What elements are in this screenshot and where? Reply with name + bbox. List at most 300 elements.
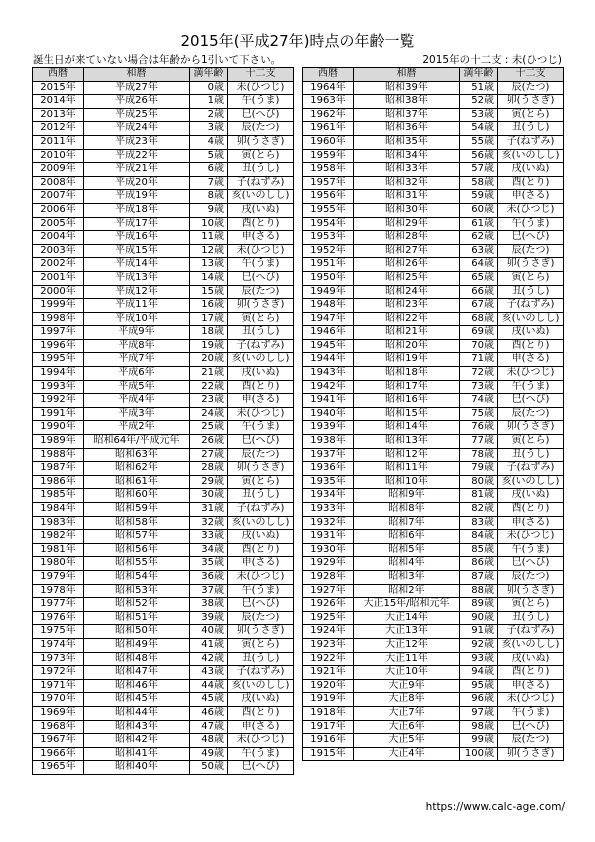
table-row — [303, 706, 564, 720]
japanese-era-cell: 昭和45年 — [84, 693, 190, 707]
japanese-era-cell: 昭和64年/平成元年 — [84, 435, 190, 449]
japanese-era-cell: 昭和25年 — [354, 271, 460, 285]
age-cell: 77歳 — [460, 435, 498, 449]
western-year-cell: 1976年 — [33, 611, 84, 625]
western-year-cell: 1984年 — [33, 503, 84, 517]
table-row — [303, 217, 564, 231]
table-row — [33, 652, 294, 666]
western-year-cell: 1944年 — [303, 353, 354, 367]
birthday-note: 誕生日が来ていない場合は年齢から1引いて下さい。 — [33, 54, 282, 66]
zodiac-cell: 申(さる) — [228, 394, 294, 408]
age-cell: 82歳 — [460, 503, 498, 517]
table-row — [303, 326, 564, 340]
age-cell: 85歳 — [460, 543, 498, 557]
zodiac-cell: 亥(いのしし) — [228, 190, 294, 204]
western-year-cell: 2001年 — [33, 271, 84, 285]
table-row — [303, 135, 564, 149]
western-year-cell: 1988年 — [33, 448, 84, 462]
western-year-cell: 1915年 — [303, 747, 354, 761]
header-zodiac: 十二支 — [228, 68, 294, 82]
age-cell: 35歳 — [190, 557, 228, 571]
age-cell: 62歳 — [460, 231, 498, 245]
japanese-era-cell: 平成17年 — [84, 217, 190, 231]
zodiac-cell: 申(さる) — [228, 720, 294, 734]
zodiac-cell: 酉(とり) — [498, 176, 564, 190]
western-year-cell: 1959年 — [303, 149, 354, 163]
zodiac-cell: 未(ひつじ) — [228, 81, 294, 95]
table-header-row — [303, 68, 564, 82]
japanese-era-cell: 昭和7年 — [354, 516, 460, 530]
age-cell: 59歳 — [460, 190, 498, 204]
footer-url[interactable]: https://www.calc-age.com/ — [425, 801, 565, 813]
zodiac-cell: 寅(とら) — [228, 475, 294, 489]
japanese-era-cell: 平成10年 — [84, 312, 190, 326]
japanese-era-cell: 大正10年 — [354, 666, 460, 680]
western-year-cell: 1999年 — [33, 299, 84, 313]
japanese-era-cell: 昭和10年 — [354, 475, 460, 489]
age-cell: 83歳 — [460, 516, 498, 530]
age-cell: 9歳 — [190, 203, 228, 217]
zodiac-cell: 丑(うし) — [498, 122, 564, 136]
japanese-era-cell: 昭和22年 — [354, 312, 460, 326]
zodiac-cell: 巳(へび) — [498, 394, 564, 408]
japanese-era-cell: 昭和60年 — [84, 489, 190, 503]
japanese-era-cell: 昭和28年 — [354, 231, 460, 245]
age-cell: 80歳 — [460, 475, 498, 489]
table-row — [33, 679, 294, 693]
zodiac-cell: 酉(とり) — [498, 503, 564, 517]
western-year-cell: 1919年 — [303, 693, 354, 707]
table-row — [303, 190, 564, 204]
zodiac-cell: 未(ひつじ) — [498, 530, 564, 544]
western-year-cell: 1977年 — [33, 598, 84, 612]
zodiac-cell: 午(うま) — [228, 258, 294, 272]
japanese-era-cell: 平成25年 — [84, 108, 190, 122]
zodiac-cell: 子(ねずみ) — [498, 135, 564, 149]
japanese-era-cell: 昭和9年 — [354, 489, 460, 503]
western-year-cell: 1972年 — [33, 666, 84, 680]
table-row — [303, 448, 564, 462]
zodiac-cell: 辰(たつ) — [498, 570, 564, 584]
western-year-cell: 1928年 — [303, 570, 354, 584]
age-cell: 43歳 — [190, 666, 228, 680]
japanese-era-cell: 平成11年 — [84, 299, 190, 313]
table-row — [303, 638, 564, 652]
western-year-cell: 1933年 — [303, 503, 354, 517]
zodiac-cell: 卯(うさぎ) — [228, 299, 294, 313]
table-row — [33, 190, 294, 204]
table-row — [33, 462, 294, 476]
western-year-cell: 1954年 — [303, 217, 354, 231]
western-year-cell: 1996年 — [33, 339, 84, 353]
table-header-row — [33, 68, 294, 82]
table-row — [33, 503, 294, 517]
header-zodiac: 十二支 — [498, 68, 564, 82]
table-row — [33, 734, 294, 748]
western-year-cell: 2006年 — [33, 203, 84, 217]
zodiac-cell: 巳(へび) — [228, 271, 294, 285]
japanese-era-cell: 平成2年 — [84, 421, 190, 435]
japanese-era-cell: 昭和35年 — [354, 135, 460, 149]
western-year-cell: 1982年 — [33, 530, 84, 544]
western-year-cell: 1927年 — [303, 584, 354, 598]
zodiac-cell: 卯(うさぎ) — [228, 625, 294, 639]
zodiac-cell: 酉(とり) — [228, 706, 294, 720]
western-year-cell: 2013年 — [33, 108, 84, 122]
table-row — [33, 285, 294, 299]
japanese-era-cell: 昭和31年 — [354, 190, 460, 204]
table-row — [33, 706, 294, 720]
header-age: 満年齢 — [190, 68, 228, 82]
age-cell: 44歳 — [190, 679, 228, 693]
western-year-cell: 1995年 — [33, 353, 84, 367]
japanese-era-cell: 平成5年 — [84, 380, 190, 394]
zodiac-cell: 子(ねずみ) — [498, 462, 564, 476]
table-row — [303, 81, 564, 95]
age-cell: 95歳 — [460, 679, 498, 693]
zodiac-cell: 亥(いのしし) — [498, 149, 564, 163]
japanese-era-cell: 昭和59年 — [84, 503, 190, 517]
table-row — [303, 203, 564, 217]
western-year-cell: 2012年 — [33, 122, 84, 136]
age-cell: 76歳 — [460, 421, 498, 435]
table-row — [303, 435, 564, 449]
japanese-era-cell: 昭和33年 — [354, 163, 460, 177]
age-cell: 24歳 — [190, 407, 228, 421]
japanese-era-cell: 平成13年 — [84, 271, 190, 285]
zodiac-cell: 申(さる) — [228, 557, 294, 571]
japanese-era-cell: 昭和19年 — [354, 353, 460, 367]
western-year-cell: 1923年 — [303, 638, 354, 652]
zodiac-cell: 午(うま) — [498, 217, 564, 231]
table-row — [33, 203, 294, 217]
western-year-cell: 1929年 — [303, 557, 354, 571]
age-cell: 65歳 — [460, 271, 498, 285]
japanese-era-cell: 昭和47年 — [84, 666, 190, 680]
age-cell: 84歳 — [460, 530, 498, 544]
table-row — [33, 312, 294, 326]
zodiac-cell: 卯(うさぎ) — [228, 462, 294, 476]
age-cell: 37歳 — [190, 584, 228, 598]
western-year-cell: 1952年 — [303, 244, 354, 258]
zodiac-cell: 未(ひつじ) — [228, 244, 294, 258]
japanese-era-cell: 平成22年 — [84, 149, 190, 163]
western-year-cell: 1967年 — [33, 734, 84, 748]
western-year-cell: 1979年 — [33, 570, 84, 584]
age-cell: 48歳 — [190, 734, 228, 748]
table-row — [33, 217, 294, 231]
table-row — [303, 530, 564, 544]
zodiac-cell: 酉(とり) — [228, 380, 294, 394]
western-year-cell: 1983年 — [33, 516, 84, 530]
age-cell: 1歳 — [190, 95, 228, 109]
zodiac-cell: 辰(たつ) — [498, 244, 564, 258]
western-year-cell: 2000年 — [33, 285, 84, 299]
japanese-era-cell: 昭和50年 — [84, 625, 190, 639]
western-year-cell: 1990年 — [33, 421, 84, 435]
table-row — [33, 81, 294, 95]
table-row — [303, 367, 564, 381]
western-year-cell: 1932年 — [303, 516, 354, 530]
zodiac-cell: 卯(うさぎ) — [498, 421, 564, 435]
zodiac-cell: 戌(いぬ) — [228, 693, 294, 707]
zodiac-cell: 午(うま) — [228, 747, 294, 761]
age-cell: 58歳 — [460, 176, 498, 190]
japanese-era-cell: 平成16年 — [84, 231, 190, 245]
zodiac-cell: 午(うま) — [228, 95, 294, 109]
table-row — [33, 720, 294, 734]
age-cell: 50歳 — [190, 761, 228, 775]
japanese-era-cell: 平成14年 — [84, 258, 190, 272]
zodiac-cell: 寅(とら) — [498, 108, 564, 122]
age-cell: 38歳 — [190, 598, 228, 612]
western-year-cell: 1966年 — [33, 747, 84, 761]
table-row — [303, 176, 564, 190]
western-year-cell: 2011年 — [33, 135, 84, 149]
age-cell: 28歳 — [190, 462, 228, 476]
western-year-cell: 2005年 — [33, 217, 84, 231]
age-cell: 93歳 — [460, 652, 498, 666]
zodiac-cell: 未(ひつじ) — [228, 734, 294, 748]
table-row — [33, 435, 294, 449]
western-year-cell: 1998年 — [33, 312, 84, 326]
age-cell: 8歳 — [190, 190, 228, 204]
japanese-era-cell: 昭和43年 — [84, 720, 190, 734]
table-row — [303, 285, 564, 299]
japanese-era-cell: 昭和4年 — [354, 557, 460, 571]
table-row — [303, 462, 564, 476]
table-row — [33, 421, 294, 435]
zodiac-cell: 卯(うさぎ) — [498, 258, 564, 272]
age-cell: 33歳 — [190, 530, 228, 544]
japanese-era-cell: 大正11年 — [354, 652, 460, 666]
western-year-cell: 1930年 — [303, 543, 354, 557]
western-year-cell: 1980年 — [33, 557, 84, 571]
zodiac-cell: 寅(とら) — [498, 271, 564, 285]
japanese-era-cell: 平成24年 — [84, 122, 190, 136]
western-year-cell: 2009年 — [33, 163, 84, 177]
western-year-cell: 1916年 — [303, 734, 354, 748]
age-cell: 5歳 — [190, 149, 228, 163]
table-row — [303, 258, 564, 272]
age-cell: 2歳 — [190, 108, 228, 122]
zodiac-cell: 巳(へび) — [498, 557, 564, 571]
japanese-era-cell: 大正14年 — [354, 611, 460, 625]
zodiac-cell: 辰(たつ) — [498, 81, 564, 95]
japanese-era-cell: 平成18年 — [84, 203, 190, 217]
zodiac-cell: 子(ねずみ) — [228, 503, 294, 517]
western-year-cell: 1925年 — [303, 611, 354, 625]
western-year-cell: 1970年 — [33, 693, 84, 707]
zodiac-cell: 申(さる) — [498, 679, 564, 693]
table-row — [303, 312, 564, 326]
zodiac-cell: 卯(うさぎ) — [498, 584, 564, 598]
zodiac-cell: 戌(いぬ) — [228, 367, 294, 381]
age-cell: 25歳 — [190, 421, 228, 435]
zodiac-cell: 丑(うし) — [498, 611, 564, 625]
western-year-cell: 1935年 — [303, 475, 354, 489]
table-row — [33, 557, 294, 571]
zodiac-cell: 戌(いぬ) — [498, 163, 564, 177]
zodiac-cell: 辰(たつ) — [228, 448, 294, 462]
zodiac-cell: 子(ねずみ) — [498, 299, 564, 313]
zodiac-cell: 亥(いのしし) — [228, 516, 294, 530]
western-year-cell: 1943年 — [303, 367, 354, 381]
table-row — [33, 394, 294, 408]
age-cell: 51歳 — [460, 81, 498, 95]
table-row — [303, 394, 564, 408]
western-year-cell: 1941年 — [303, 394, 354, 408]
age-cell: 63歳 — [460, 244, 498, 258]
japanese-era-cell: 昭和37年 — [354, 108, 460, 122]
age-cell: 41歳 — [190, 638, 228, 652]
japanese-era-cell: 昭和56年 — [84, 543, 190, 557]
western-year-cell: 1956年 — [303, 190, 354, 204]
table-row — [33, 271, 294, 285]
zodiac-cell: 申(さる) — [498, 353, 564, 367]
zodiac-cell: 亥(いのしし) — [498, 312, 564, 326]
zodiac-cell: 巳(へび) — [498, 231, 564, 245]
table-row — [33, 543, 294, 557]
japanese-era-cell: 昭和12年 — [354, 448, 460, 462]
table-row — [303, 747, 564, 761]
age-cell: 96歳 — [460, 693, 498, 707]
table-row — [33, 693, 294, 707]
japanese-era-cell: 昭和52年 — [84, 598, 190, 612]
age-cell: 71歳 — [460, 353, 498, 367]
table-row — [33, 108, 294, 122]
age-cell: 10歳 — [190, 217, 228, 231]
age-cell: 32歳 — [190, 516, 228, 530]
zodiac-cell: 申(さる) — [498, 190, 564, 204]
japanese-era-cell: 昭和6年 — [354, 530, 460, 544]
western-year-cell: 1973年 — [33, 652, 84, 666]
age-cell: 3歳 — [190, 122, 228, 136]
age-cell: 18歳 — [190, 326, 228, 340]
age-cell: 55歳 — [460, 135, 498, 149]
table-row — [303, 516, 564, 530]
table-row — [303, 557, 564, 571]
age-cell: 75歳 — [460, 407, 498, 421]
western-year-cell: 1945年 — [303, 339, 354, 353]
age-cell: 70歳 — [460, 339, 498, 353]
table-row — [303, 271, 564, 285]
table-row — [303, 475, 564, 489]
table-row — [303, 611, 564, 625]
western-year-cell: 1971年 — [33, 679, 84, 693]
western-year-cell: 2007年 — [33, 190, 84, 204]
western-year-cell: 1948年 — [303, 299, 354, 313]
western-year-cell: 1994年 — [33, 367, 84, 381]
age-cell: 99歳 — [460, 734, 498, 748]
western-year-cell: 1997年 — [33, 326, 84, 340]
age-cell: 97歳 — [460, 706, 498, 720]
japanese-era-cell: 昭和14年 — [354, 421, 460, 435]
japanese-era-cell: 昭和55年 — [84, 557, 190, 571]
western-year-cell: 1969年 — [33, 706, 84, 720]
japanese-era-cell: 昭和41年 — [84, 747, 190, 761]
age-cell: 14歳 — [190, 271, 228, 285]
table-row — [33, 122, 294, 136]
table-row — [33, 570, 294, 584]
age-cell: 49歳 — [190, 747, 228, 761]
zodiac-cell: 巳(へび) — [228, 598, 294, 612]
japanese-era-cell: 平成8年 — [84, 339, 190, 353]
japanese-era-cell: 大正7年 — [354, 706, 460, 720]
japanese-era-cell: 昭和46年 — [84, 679, 190, 693]
zodiac-cell: 午(うま) — [498, 380, 564, 394]
table-row — [303, 353, 564, 367]
western-year-cell: 1986年 — [33, 475, 84, 489]
table-row — [33, 135, 294, 149]
zodiac-cell: 巳(へび) — [228, 108, 294, 122]
table-row — [303, 734, 564, 748]
western-year-cell: 2014年 — [33, 95, 84, 109]
table-row — [303, 503, 564, 517]
table-row — [33, 326, 294, 340]
zodiac-cell: 寅(とら) — [498, 435, 564, 449]
age-cell: 40歳 — [190, 625, 228, 639]
age-cell: 61歳 — [460, 217, 498, 231]
table-row — [303, 339, 564, 353]
japanese-era-cell: 昭和21年 — [354, 326, 460, 340]
japanese-era-cell: 昭和48年 — [84, 652, 190, 666]
western-year-cell: 1937年 — [303, 448, 354, 462]
western-year-cell: 1934年 — [303, 489, 354, 503]
zodiac-cell: 丑(うし) — [498, 285, 564, 299]
header-age: 満年齢 — [460, 68, 498, 82]
japanese-era-cell: 大正8年 — [354, 693, 460, 707]
age-cell: 66歳 — [460, 285, 498, 299]
zodiac-cell: 子(ねずみ) — [228, 666, 294, 680]
zodiac-cell: 午(うま) — [498, 706, 564, 720]
zodiac-cell: 寅(とら) — [498, 598, 564, 612]
age-cell: 86歳 — [460, 557, 498, 571]
age-cell: 69歳 — [460, 326, 498, 340]
zodiac-cell: 申(さる) — [498, 516, 564, 530]
japanese-era-cell: 昭和58年 — [84, 516, 190, 530]
zodiac-cell: 辰(たつ) — [228, 285, 294, 299]
japanese-era-cell: 平成19年 — [84, 190, 190, 204]
zodiac-note: 2015年の十二支 : 未(ひつじ) — [422, 54, 562, 66]
western-year-cell: 1985年 — [33, 489, 84, 503]
japanese-era-cell: 昭和16年 — [354, 394, 460, 408]
western-year-cell: 1974年 — [33, 638, 84, 652]
japanese-era-cell: 平成27年 — [84, 81, 190, 95]
western-year-cell: 1924年 — [303, 625, 354, 639]
age-cell: 22歳 — [190, 380, 228, 394]
japanese-era-cell: 昭和30年 — [354, 203, 460, 217]
japanese-era-cell: 平成23年 — [84, 135, 190, 149]
zodiac-cell: 子(ねずみ) — [228, 176, 294, 190]
age-cell: 13歳 — [190, 258, 228, 272]
table-row — [33, 489, 294, 503]
japanese-era-cell: 昭和29年 — [354, 217, 460, 231]
japanese-era-cell: 昭和49年 — [84, 638, 190, 652]
japanese-era-cell: 昭和42年 — [84, 734, 190, 748]
table-row — [33, 407, 294, 421]
zodiac-cell: 酉(とり) — [498, 666, 564, 680]
zodiac-cell: 未(ひつじ) — [228, 407, 294, 421]
age-cell: 29歳 — [190, 475, 228, 489]
zodiac-cell: 未(ひつじ) — [498, 203, 564, 217]
western-year-cell: 1957年 — [303, 176, 354, 190]
western-year-cell: 1942年 — [303, 380, 354, 394]
table-row — [33, 625, 294, 639]
table-row — [33, 666, 294, 680]
japanese-era-cell: 大正13年 — [354, 625, 460, 639]
zodiac-cell: 辰(たつ) — [498, 407, 564, 421]
